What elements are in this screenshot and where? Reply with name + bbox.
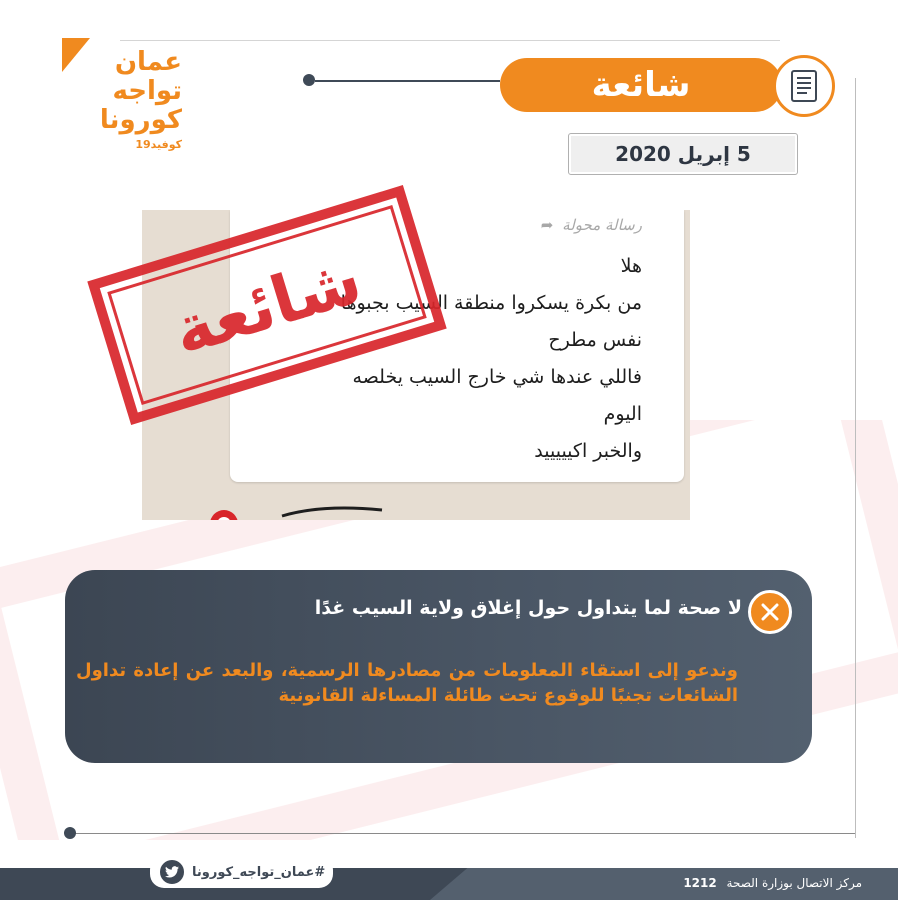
footer-center-name: مركز الاتصال بوزارة الصحة bbox=[726, 876, 862, 890]
date-box bbox=[568, 133, 798, 175]
document-badge bbox=[773, 55, 835, 117]
frame-bottom-line bbox=[70, 833, 855, 834]
frame-right-line bbox=[855, 78, 856, 838]
hashtag-badge bbox=[150, 856, 333, 888]
document-icon bbox=[789, 69, 819, 103]
false-claim-badge bbox=[748, 590, 792, 634]
partial-sticker-icon bbox=[202, 500, 402, 520]
logo-subtitle: كوفيد19 bbox=[135, 138, 182, 151]
close-icon bbox=[759, 601, 781, 623]
twitter-icon bbox=[158, 858, 186, 886]
frame-top-line bbox=[120, 40, 780, 41]
logo-corner-icon bbox=[62, 38, 92, 74]
message-line: اليوم bbox=[603, 403, 642, 425]
frame-dot-bottom bbox=[64, 827, 76, 839]
logo-line-3: كورونا bbox=[99, 105, 182, 135]
panel-headline: لا صحة لما يتداول حول إغلاق ولاية السيب غدًا bbox=[314, 597, 742, 619]
message-line: فاللي عندها شي خارج السيب يخلصه bbox=[352, 366, 642, 388]
date-label: 5 إبريل 2020 bbox=[615, 142, 751, 166]
forward-arrow-icon: ➦ bbox=[540, 216, 554, 234]
stamp-text: شائعة bbox=[164, 240, 370, 370]
title-banner bbox=[500, 58, 782, 112]
hashtag-text: #عمان_تواجه_كورونا bbox=[192, 864, 326, 880]
message-line: هلا bbox=[620, 255, 642, 277]
frame-connector-line bbox=[315, 80, 500, 82]
page-title: شائعة bbox=[591, 65, 691, 105]
frame-dot-top bbox=[303, 74, 315, 86]
logo-line-2: تواجه bbox=[112, 76, 182, 106]
footer-contact bbox=[683, 876, 862, 890]
forwarded-text: رسالة محولة bbox=[562, 216, 642, 234]
message-line: والخبر اكيييييد bbox=[534, 440, 642, 462]
campaign-logo bbox=[70, 44, 182, 154]
message-line: نفس مطرح bbox=[548, 329, 642, 351]
message-line: من بكرة يسكروا منطقة السيب بجبوها bbox=[340, 292, 642, 314]
logo-line-1: عمان bbox=[114, 47, 182, 77]
panel-body: وندعو إلى استقاء المعلومات من مصادرها الرسمية، والبعد عن إعادة تداول الشائعات تجنبًا للوقوع تحت طائلة المساءلة القانونية bbox=[76, 660, 738, 706]
footer-phone: 1212 bbox=[683, 876, 717, 890]
forwarded-label bbox=[541, 216, 642, 234]
